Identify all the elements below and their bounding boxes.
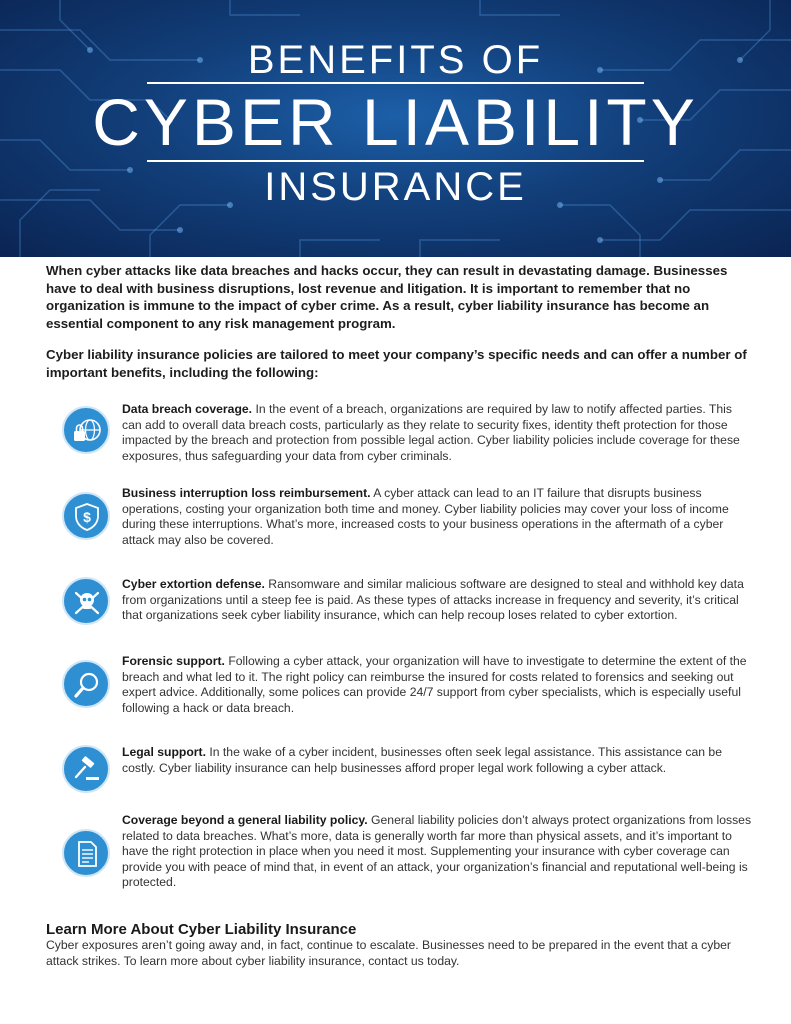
benefit-coverage-beyond-general-liability [62,813,752,893]
benefit-body: Following a cyber attack, your organization will have to investigate to determine the extent of the breach and what led to it. The right policy can reimburse the insured for costs related to forensics and seeking out expert advice. Additionally, some polices can provide 24/7 support from cyber specialists, which is especially useful following a hack or data breach. [122,654,747,715]
benefit-text [122,486,752,548]
benefit-text [122,577,752,624]
benefit-text [122,654,752,716]
benefit-title: Forensic support. [122,654,225,668]
header-banner [0,0,791,257]
dollar-shield-icon [62,492,110,540]
gavel-icon [62,745,110,793]
title-line-benefits-of: BENEFITS OF [247,38,544,82]
benefit-title: Data breach coverage. [122,402,253,416]
benefit-body: In the wake of a cyber incident, businesses often seek legal assistance. This assistance can be costly. Cyber liability insurance can help businesses afford proper legal work following a cyber attack. [122,745,722,775]
benefit-legal-support [62,745,752,795]
benefit-cyber-extortion [62,577,752,627]
skull-crossbones-icon [62,577,110,625]
benefit-body: General liability policies don’t always protect organizations from losses related to data breaches. What’s more, data is generally worth far more than physical assets, and it’s important to have the right protection in place when you need it most. Supplementing your insurance with cyber coverage can provide you with peace of mind that, in event of an attack, your organization’s financial and reputational well-being is protected. [122,813,752,890]
benefit-body: A cyber attack can lead to an IT failure that disrupts business operations, costing your organization both time and money. Cyber liability policies may cover your loss of income during these interruptions. What’s more, increased costs to your business operations in the aftermath of a cyber attack may also be covered. [122,486,729,547]
title-rule-bottom [147,160,644,162]
banner-title [0,0,791,257]
title-line-insurance: INSURANCE [264,165,527,209]
svg-text:$: $ [83,509,91,525]
benefit-body: Ransomware and similar malicious software are designed to steal and withhold key data from organizations until a steep fee is paid. As these types of attacks increase in frequency and severity, it’s critical that organizations seek cyber liability insurance, which can help recoup loses related to cyber extortion. [122,577,744,623]
benefit-title: Cyber extortion defense. [122,577,265,591]
benefit-title: Legal support. [122,745,206,759]
intro-paragraph-1: When cyber attacks like data breaches and hacks occur, they can result in devastating damage. Businesses have to deal with business disruptions, lost revenue and litigation. It is important to remember that no organization is immune to the impact of cyber crime. As a result, cyber liability insurance has become an essential component to any risk management program. [46,263,728,331]
intro-paragraph-2: Cyber liability insurance policies are tailored to meet your company’s specific needs and can offer a number of important benefits, including the following: [46,347,747,380]
benefit-text [122,402,752,464]
benefit-text [122,813,752,891]
title-line-cyber-liability: CYBER LIABILITY [92,85,699,159]
lock-globe-icon [62,406,110,454]
benefit-business-interruption [62,486,752,550]
learn-more-heading: Learn More About Cyber Liability Insurance [46,921,357,938]
benefit-title: Business interruption loss reimbursement. [122,486,371,500]
benefit-text [122,745,752,776]
magnifier-icon [62,660,110,708]
benefit-body: In the event of a breach, organizations are required by law to notify affected parties. This can add to overall data breach costs, particularly as they relate to security fixes, identity theft protection for those impacted by the breach and protection from possible legal action. Cyber liability policies include coverage for these exposures, thus safeguarding your data from cyber criminals. [122,402,740,463]
benefit-forensic-support [62,654,752,718]
document-icon [62,829,110,877]
benefit-title: Coverage beyond a general liability policy. [122,813,368,827]
learn-more-body: Cyber exposures aren’t going away and, in fact, continue to escalate. Businesses need to be prepared in the event that a cyber attack strikes. To learn more about cyber liability insurance, contact us today. [46,938,731,968]
benefit-data-breach [62,402,752,466]
